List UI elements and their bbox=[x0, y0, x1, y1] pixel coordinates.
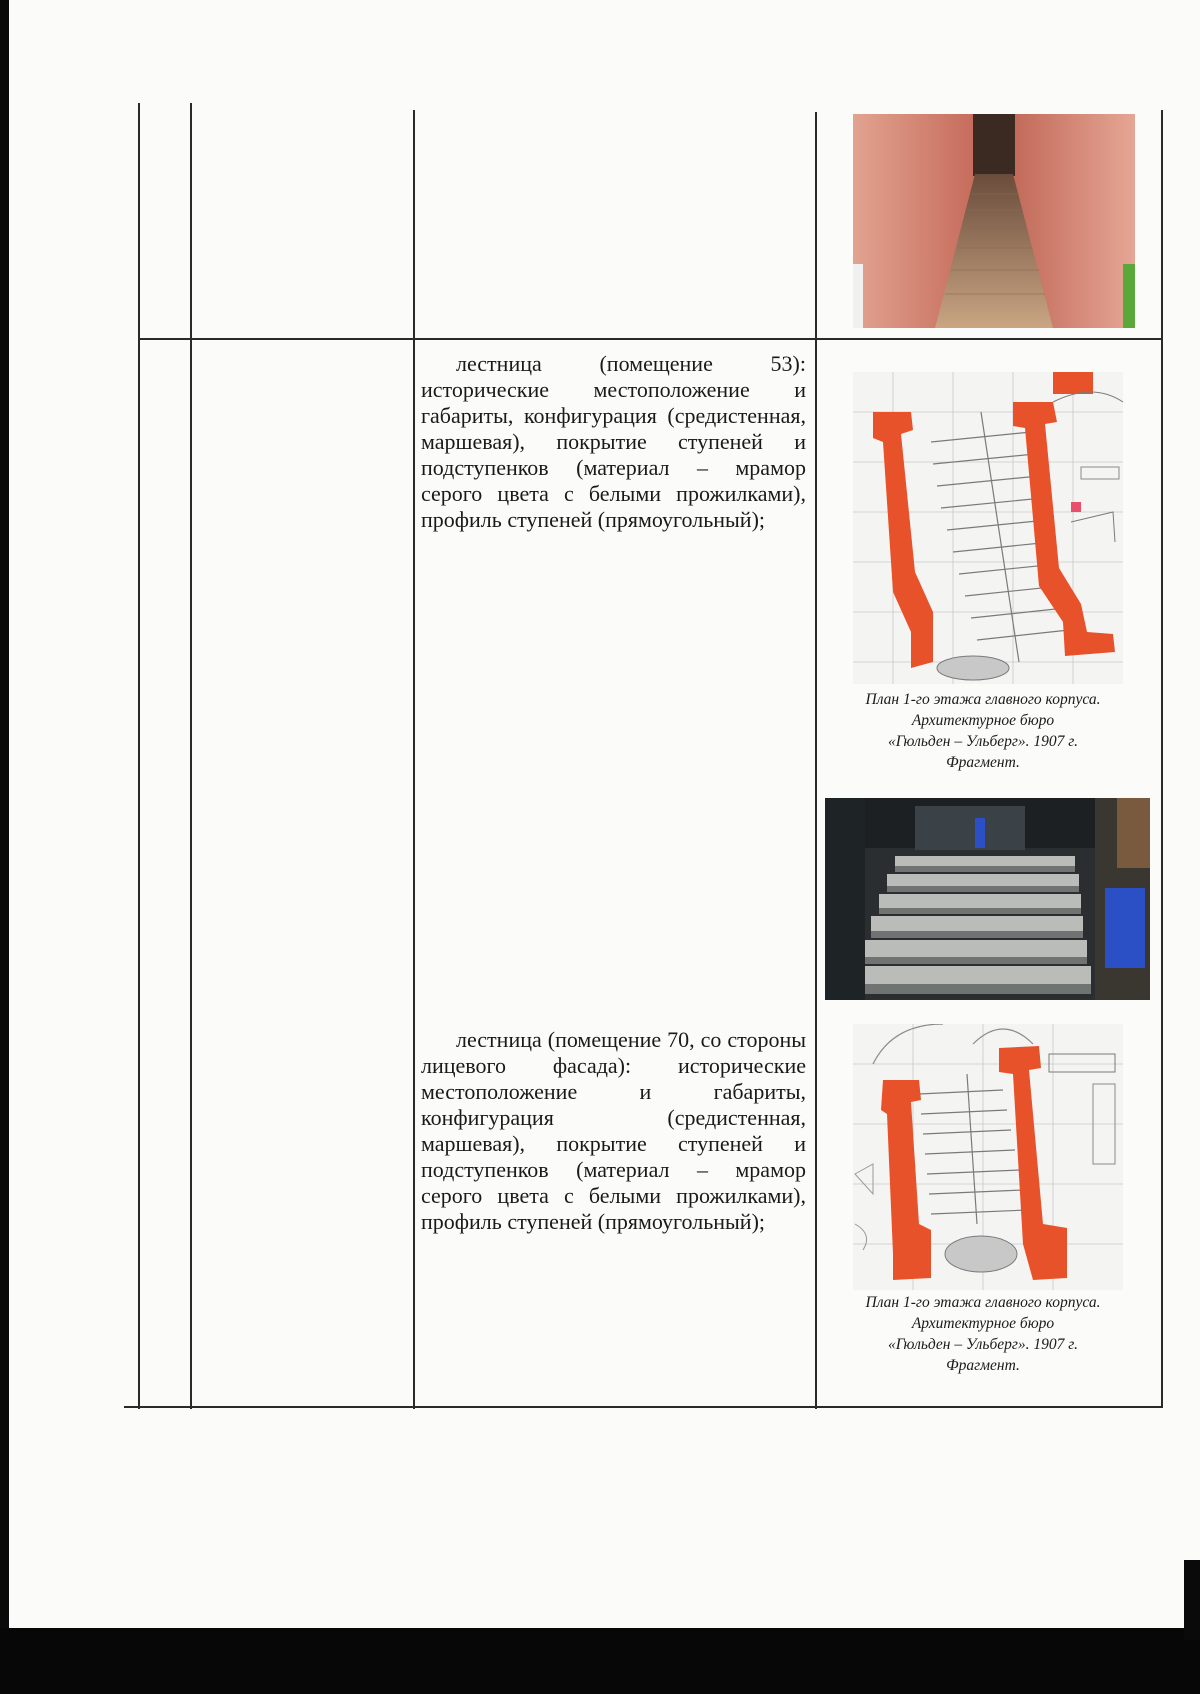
floor-plan-fragment-2 bbox=[853, 1024, 1123, 1290]
caption-line-3: «Гюльден – Ульберг». 1907 г. bbox=[887, 733, 1079, 750]
table-rule-col-3 bbox=[413, 110, 415, 1409]
caption-line-1: План 1-го этажа главного корпуса. bbox=[865, 691, 1101, 708]
row-2-caption bbox=[823, 689, 1143, 773]
floor-plan-fragment bbox=[853, 372, 1123, 684]
table-rule-row-1 bbox=[138, 338, 1163, 340]
scan-border-bottom bbox=[0, 1628, 1200, 1694]
caption-line-1: План 1-го этажа главного корпуса. bbox=[865, 1294, 1101, 1311]
table-rule-col-5 bbox=[1161, 110, 1163, 1408]
caption-line-2: Архитектурное бюро bbox=[911, 1315, 1055, 1332]
caption-line-3: «Гюльден – Ульберг». 1907 г. bbox=[887, 1336, 1079, 1353]
caption-line-2: Архитектурное бюро bbox=[911, 712, 1055, 729]
table-rule-bottom bbox=[124, 1406, 1163, 1408]
scan-border-right bbox=[1184, 1560, 1200, 1640]
row-3-description: лестница (помещение 70, со стороны лицевого фасада): исторические местоположение и габариты, конфигурация (средистенная, маршевая), покрытие ступеней и подступенков (материал – мрамор серого цвета с белыми прожилками), профиль ступеней (прямоугольный); bbox=[421, 1027, 806, 1234]
row-3-caption bbox=[823, 1292, 1143, 1376]
table-rule-col-1 bbox=[138, 103, 140, 1409]
row-2-description: лестница (помещение 53): исторические местоположение и габариты, конфигурация (средистенная, маршевая), покрытие ступеней и подступенков (материал – мрамор серого цвета с белыми прожилками), профиль ступеней (прямоугольный); bbox=[421, 351, 806, 532]
caption-line-4: Фрагмент. bbox=[946, 1357, 1020, 1374]
table-rule-col-4 bbox=[815, 112, 817, 1409]
scan-border-left bbox=[0, 0, 9, 1694]
staircase-photo-marble bbox=[825, 798, 1150, 1000]
table-rule-col-2 bbox=[190, 103, 192, 1409]
staircase-photo-red-walls bbox=[853, 114, 1135, 328]
caption-line-4: Фрагмент. bbox=[946, 754, 1020, 771]
